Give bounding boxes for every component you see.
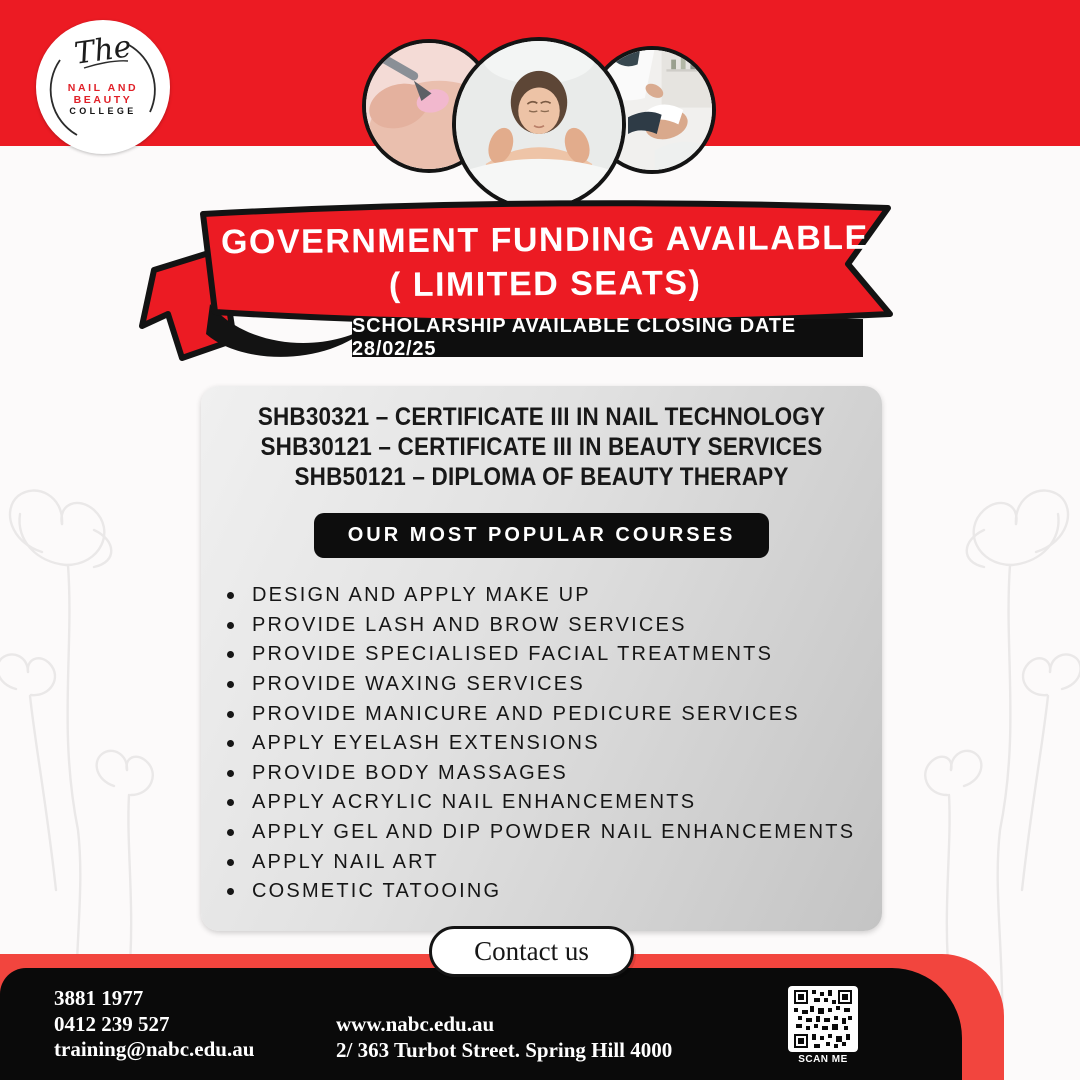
phone-number-2: 0412 239 527 bbox=[54, 1011, 170, 1036]
qr-scan-label: SCAN ME bbox=[798, 1054, 848, 1065]
street-address: 2/ 363 Turbot Street. Spring Hill 4000 bbox=[336, 1037, 673, 1062]
course-label: PROVIDE BODY MASSAGES bbox=[252, 761, 568, 784]
course-code-line: SHB30321 – CERTIFICATE III IN NAIL TECHNOLOGY bbox=[257, 403, 826, 431]
list-item bbox=[227, 847, 862, 877]
list-item bbox=[227, 640, 862, 670]
footer-web-column bbox=[336, 1012, 672, 1063]
course-code-line: SHB50121 – DIPLOMA OF BEAUTY THERAPY bbox=[294, 463, 789, 491]
contact-us-button[interactable] bbox=[429, 926, 634, 977]
course-label: APPLY ACRYLIC NAIL ENHANCEMENTS bbox=[252, 791, 697, 814]
list-item bbox=[227, 699, 862, 729]
course-code-line: SHB30121 – CERTIFICATE III IN BEAUTY SERVICES bbox=[260, 433, 823, 461]
bullet-icon bbox=[227, 681, 234, 688]
bullet-icon bbox=[227, 711, 234, 718]
course-label: APPLY GEL AND DIP POWDER NAIL ENHANCEMENTS bbox=[252, 821, 856, 844]
logo-script-word: The bbox=[72, 29, 134, 72]
list-item bbox=[227, 759, 862, 789]
footer-contact-column bbox=[54, 986, 254, 1063]
popular-course-list bbox=[201, 581, 882, 907]
logo-college-line: COLLEGE bbox=[69, 106, 137, 116]
bullet-icon bbox=[227, 859, 234, 866]
bullet-icon bbox=[227, 740, 234, 747]
bullet-icon bbox=[227, 651, 234, 658]
popular-courses-heading bbox=[314, 513, 770, 558]
course-label: APPLY NAIL ART bbox=[252, 850, 439, 873]
course-label: PROVIDE MANICURE AND PEDICURE SERVICES bbox=[252, 702, 800, 725]
course-label: DESIGN AND APPLY MAKE UP bbox=[252, 584, 591, 607]
ribbon-headline bbox=[200, 216, 891, 309]
course-label: COSMETIC TATOOING bbox=[252, 880, 502, 903]
ribbon-line1: GOVERNMENT FUNDING AVAILABLE bbox=[220, 218, 869, 262]
email-address: training@nabc.edu.au bbox=[54, 1037, 255, 1061]
photo-facial-massage bbox=[452, 37, 626, 211]
courses-panel bbox=[201, 386, 882, 931]
phone-number-1: 3881 1977 bbox=[54, 986, 144, 1010]
logo-name-line: NAIL AND BEAUTY bbox=[67, 82, 139, 106]
list-item bbox=[227, 611, 862, 641]
scholarship-text: SCHOLARSHIP AVAILABLE CLOSING DATE 28/02/25 bbox=[352, 315, 796, 360]
qr-code-block bbox=[788, 986, 858, 1065]
bullet-icon bbox=[227, 622, 234, 629]
list-item bbox=[227, 670, 862, 700]
scholarship-bar bbox=[352, 315, 863, 360]
college-logo bbox=[36, 20, 170, 154]
ribbon-line2: ( LIMITED SEATS) bbox=[388, 263, 702, 305]
bullet-icon bbox=[227, 592, 234, 599]
course-label: APPLY EYELASH EXTENSIONS bbox=[252, 732, 600, 755]
list-item bbox=[227, 729, 862, 759]
course-codes bbox=[201, 386, 882, 492]
website-url: www.nabc.edu.au bbox=[336, 1012, 495, 1036]
contact-us-label: Contact us bbox=[474, 936, 589, 966]
course-label: PROVIDE SPECIALISED FACIAL TREATMENTS bbox=[252, 643, 774, 666]
qr-code bbox=[788, 986, 858, 1052]
list-item bbox=[227, 581, 862, 611]
bullet-icon bbox=[227, 888, 234, 895]
course-label: PROVIDE LASH AND BROW SERVICES bbox=[252, 613, 687, 636]
list-item bbox=[227, 788, 862, 818]
list-item bbox=[227, 818, 862, 848]
list-item bbox=[227, 877, 862, 907]
course-label: PROVIDE WAXING SERVICES bbox=[252, 673, 585, 696]
popular-courses-heading-label: OUR MOST POPULAR COURSES bbox=[347, 524, 736, 546]
bullet-icon bbox=[227, 799, 234, 806]
bullet-icon bbox=[227, 829, 234, 836]
bullet-icon bbox=[227, 770, 234, 777]
qr-pattern-icon bbox=[794, 990, 852, 1048]
